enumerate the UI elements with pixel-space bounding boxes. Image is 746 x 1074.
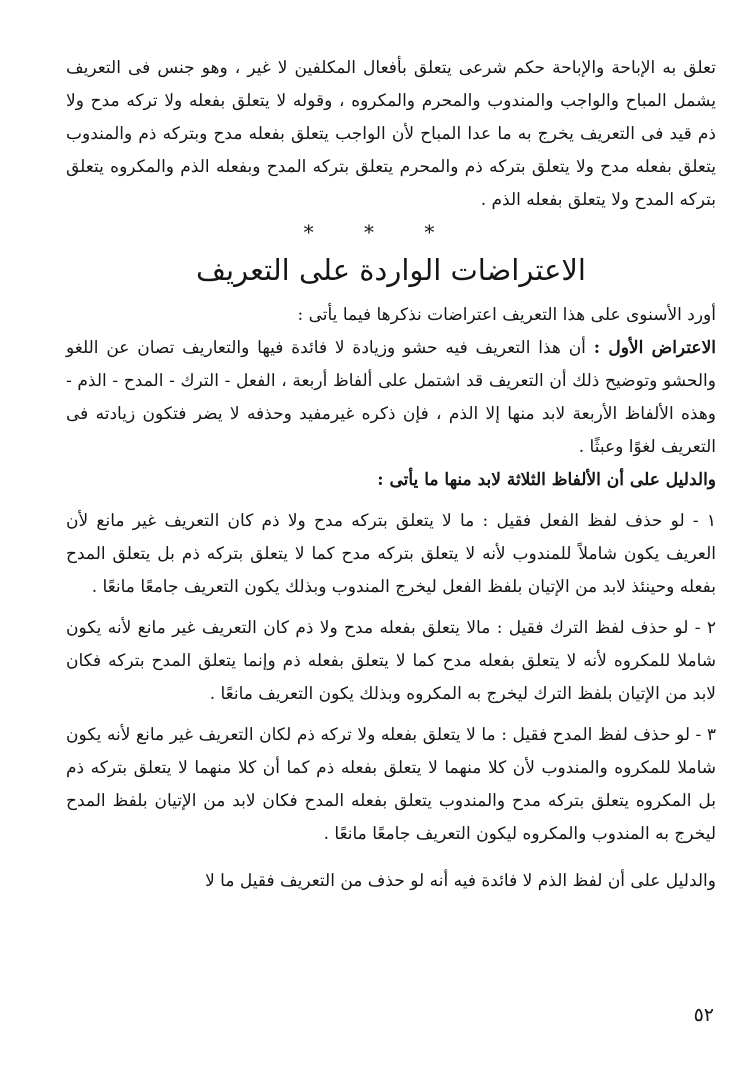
section-heading: الاعتراضات الواردة على التعريف <box>196 253 586 287</box>
point-two-paragraph: ٢ - لو حذف لفظ الترك فقيل : مالا يتعلق بفعله مدح ولا ذم كان التعريف غير مانع لأنه يكون شاملا للمكروه لأنه لا يتعلق بفعله مدح كما لا يتعلق بفعله ذم وإنما يتعلق المدح بتركه فكان لابد من الإتيان بلفظ الترك ليخرج به المكروه وبذلك يكون التعريف مانعًا . <box>66 618 716 704</box>
closing-paragraph: والدليل على أن لفظ الذم لا فائدة فيه أنه لو حذف من التعريف فقيل ما لا <box>205 871 716 891</box>
evidence-heading: والدليل على أن الألفاظ الثلاثة لابد منها ما يأتى : <box>377 470 716 490</box>
page-body <box>66 52 716 898</box>
point-one-paragraph: ١ - لو حذف لفظ الفعل فقيل : ما لا يتعلق بتركه مدح ولا ذم كان التعريف غير مانع لأن العريف يكون شاملاً للمندوب لأنه لا يتعلق بتركه مدح كما لا يتعلق بتركه ذم بل يتعلق المدح بفعله وحينئذ لابد من الإتيان بلفظ الفعل ليخرج المندوب وبذلك يكون التعريف جامعًا مانعًا . <box>66 511 717 597</box>
section-separator: * * * <box>303 220 457 244</box>
point-three-paragraph: ٣ - لو حذف لفظ المدح فقيل : ما لا يتعلق بفعله ولا تركه ذم لكان التعريف غير مانع لأنه يكون شاملا للمكروه والمندوب لأن كلا منهما لا يتعلق بفعله ذم كما أن كلا منهما لا يتعلق بتركه ذم بل المكروه يتعلق بتركه مدح والمندوب يتعلق بفعله المدح فكان لابد من الإتيان بلفظ المدح ليخرج به المندوب والمكروه ليكون التعريف جامعًا مانعًا . <box>66 725 716 844</box>
objection-one-paragraph <box>66 332 716 464</box>
objection-one-text: أن هذا التعريف فيه حشو وزيادة لا فائدة فيها والتعاريف تصان عن اللغو والحشو وتوضيح ذلك أن التعريف قد اشتمل على ألفاظ أربعة ، الفعل - الترك - المدح - الذم - وهذه الألفاظ الأربعة لابد منها إلا الذم ، فإن ذكره غيرمفيد وحذفه لا يضر فتكون زيادته فى التعريف لغوًا وعبثًا . <box>66 338 716 457</box>
objection-one-label: الاعتراض الأول : <box>593 338 716 358</box>
intro-paragraph: تعلق به الإباحة والإباحة حكم شرعى يتعلق بأفعال المكلفين لا غير ، وهو جنس فى التعريف يشمل المباح والواجب والمندوب والمحرم والمكروه ، وقوله لا يتعلق بفعله ولا تركه مدح ولا ذم قيد فى التعريف يخرج به ما عدا المباح لأن الواجب يتعلق بفعله مدح وبتركه ذم والمندوب يتعلق بفعله مدح ولا يتعلق بتركه ذم والمحرم يتعلق بتركه المدح وبفعله الذم والمكروه يتعلق بتركه المدح ولا يتعلق بفعله الذم . <box>66 58 716 210</box>
lead-paragraph: أورد الأسنوى على هذا التعريف اعتراضات نذكرها فيما يأتى : <box>297 305 716 325</box>
page-number: ٥٢ <box>693 1004 714 1026</box>
